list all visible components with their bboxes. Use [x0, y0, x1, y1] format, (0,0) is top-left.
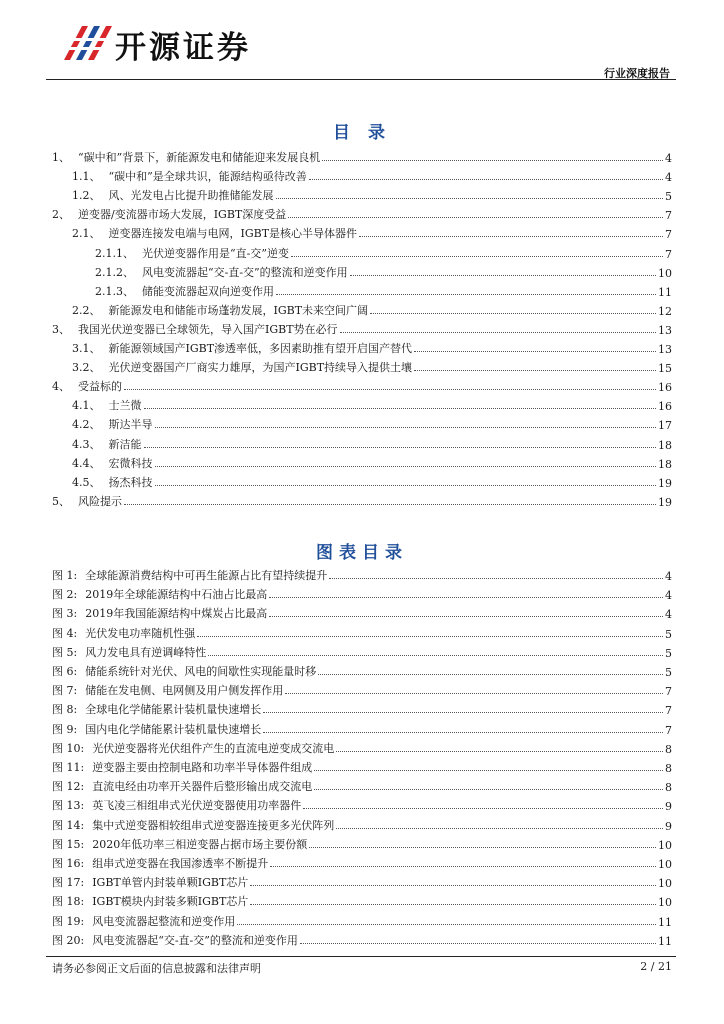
toc-entry[interactable] — [72, 300, 672, 318]
entry-page: 8 — [665, 781, 672, 795]
entry-page: 7 — [665, 723, 672, 737]
entry-number: 图 13: — [52, 799, 85, 813]
entry-page: 13 — [658, 343, 672, 356]
dot-leader — [237, 924, 656, 925]
entry-title: 光伏发电功率随机性强 — [85, 626, 196, 640]
entry-page: 18 — [658, 438, 672, 452]
entry-page: 19 — [658, 495, 672, 509]
toc-title: 目 录 — [333, 123, 391, 143]
figure-entry[interactable] — [52, 699, 672, 717]
toc-entry[interactable] — [95, 243, 672, 261]
entry-number: 2.1.1、 — [95, 246, 134, 260]
toc-entry[interactable] — [95, 262, 672, 280]
entry-page: 5 — [665, 646, 672, 660]
entry-number: 图 16: — [52, 857, 85, 870]
entry-number: 2.1.2、 — [95, 265, 134, 279]
entry-number: 图 5: — [52, 645, 78, 659]
entry-title: 风电变流器起“交-直-交”的整流和逆变作用 — [142, 265, 348, 279]
entry-number: 图 19: — [52, 914, 85, 928]
figures-title: 图表目录 — [316, 543, 408, 563]
entry-title: 风力发电具有逆调峰特性 — [85, 645, 207, 659]
entry-page: 5 — [665, 666, 672, 679]
dot-leader — [269, 616, 663, 617]
figure-entry[interactable] — [52, 891, 672, 909]
entry-number: 1.1、 — [72, 170, 101, 184]
dot-leader — [300, 943, 656, 944]
entry-title: 储能系统针对光伏、风电的间歇性实现能量时移 — [85, 665, 317, 678]
entry-number: 4.4、 — [72, 456, 101, 470]
toc-entry[interactable] — [52, 376, 672, 394]
dot-leader — [350, 275, 656, 276]
entry-page: 11 — [658, 934, 672, 948]
entry-number: 图 15: — [52, 837, 85, 851]
entry-title: 新能源领域国产IGBT渗透率低，多因素助推有望开启国产替代 — [108, 342, 413, 355]
entry-title: 新能源发电和储能市场蓬勃发展，IGBT未来空间广阔 — [108, 303, 369, 317]
dot-leader — [263, 712, 663, 713]
toc-entry[interactable] — [72, 472, 672, 490]
dot-leader — [370, 313, 656, 314]
entry-title: 光伏逆变器作用是“直-交”逆变 — [142, 246, 289, 260]
entry-page: 13 — [658, 323, 672, 337]
entry-number: 图 11: — [52, 761, 85, 774]
figure-entry[interactable] — [52, 815, 672, 833]
entry-title: 直流电经由功率开关器件后整形输出成交流电 — [92, 780, 313, 794]
figure-entry[interactable] — [52, 776, 672, 794]
entry-page: 11 — [658, 915, 672, 929]
entry-title: 风电变流器起整流和逆变作用 — [92, 914, 236, 928]
entry-number: 2、 — [52, 208, 70, 222]
entry-number: 2.2、 — [72, 303, 101, 317]
entry-number: 3、 — [52, 322, 70, 336]
entry-number: 4.5、 — [72, 475, 101, 489]
dot-leader — [340, 332, 656, 333]
entry-title: 逆变器连接发电端与电网，IGBT是核心半导体器件 — [108, 227, 358, 241]
entry-page: 4 — [665, 608, 672, 622]
entry-number: 图 9: — [52, 722, 78, 736]
entry-number: 图 2: — [52, 588, 78, 602]
dot-leader — [329, 578, 663, 579]
toc-entry[interactable] — [52, 491, 672, 509]
dot-leader — [263, 732, 663, 733]
entry-title: 士兰微 — [108, 399, 142, 413]
entry-title: IGBT单管内封装单颗IGBT芯片 — [92, 876, 249, 890]
entry-number: 4.1、 — [72, 399, 101, 413]
entry-title: 储能变流器起双向逆变作用 — [142, 284, 274, 298]
entry-title: 2020年低功率三相逆变器占据市场主要份额 — [92, 837, 308, 851]
dot-leader — [276, 294, 656, 295]
figure-entry[interactable] — [52, 930, 672, 948]
entry-page: 4 — [665, 570, 672, 583]
entry-title: 储能在发电侧、电网侧及用户侧发挥作用 — [85, 684, 284, 698]
dot-leader — [250, 885, 656, 886]
entry-page: 10 — [658, 896, 672, 910]
dot-leader — [291, 256, 663, 257]
entry-title: 光伏逆变器将光伏组件产生的直流电逆变成交流电 — [92, 741, 335, 755]
entry-page: 16 — [658, 400, 672, 414]
entry-title: 宏微科技 — [108, 456, 153, 470]
entry-title: 逆变器/变流器市场大发展，IGBT深度受益 — [78, 208, 287, 222]
entry-title: 斯达半导 — [108, 418, 153, 432]
figure-entry[interactable] — [52, 642, 672, 660]
toc-entry[interactable] — [52, 147, 672, 165]
dot-leader — [270, 866, 656, 867]
toc-entry[interactable] — [72, 395, 672, 413]
entry-title: 光伏逆变器国产厂商实力雄厚，为国产IGBT持续导入提供土壤 — [108, 361, 413, 375]
entry-title: 逆变器主要由控制电路和功率半导体器件组成 — [92, 761, 313, 774]
dot-leader — [303, 808, 663, 809]
entry-page: 7 — [665, 247, 672, 261]
entry-number: 4.2、 — [72, 418, 101, 432]
entry-title: 2019年全球能源结构中石油占比最高 — [85, 588, 268, 602]
entry-title: 扬杰科技 — [108, 475, 153, 489]
brand-name: 开源证券 — [115, 30, 251, 66]
entry-number: 图 6: — [52, 665, 78, 678]
page-header — [0, 0, 724, 90]
dot-leader — [155, 427, 657, 428]
entry-title: 风电变流器起“交-直-交”的整流和逆变作用 — [92, 933, 298, 947]
entry-number: 图 10: — [52, 741, 85, 755]
entry-title: 英飞凌三相组串式光伏逆变器使用功率器件 — [92, 799, 302, 813]
figure-entry[interactable] — [52, 680, 672, 698]
dot-leader — [155, 466, 657, 467]
entry-page: 7 — [665, 685, 672, 699]
dot-leader — [197, 636, 663, 637]
dot-leader — [208, 655, 663, 656]
dot-leader — [285, 693, 663, 694]
entry-page: 10 — [658, 877, 672, 891]
entry-number: 图 17: — [52, 876, 85, 890]
entry-page: 7 — [665, 228, 672, 242]
figure-entry[interactable] — [52, 911, 672, 929]
entry-number: 3.2、 — [72, 361, 101, 375]
dot-leader — [359, 236, 663, 237]
toc-entry[interactable] — [72, 166, 672, 184]
toc-entry[interactable] — [72, 414, 672, 432]
entry-title: IGBT模块内封装多颗IGBT芯片 — [92, 895, 249, 909]
toc-entry[interactable] — [72, 338, 672, 356]
toc-entry[interactable] — [52, 319, 672, 337]
entry-number: 图 3: — [52, 607, 78, 621]
dot-leader — [309, 179, 663, 180]
dot-leader — [269, 597, 663, 598]
dot-leader — [309, 847, 656, 848]
entry-number: 图 8: — [52, 703, 78, 717]
figure-entry[interactable] — [52, 603, 672, 621]
entry-page: 10 — [658, 858, 672, 871]
entry-number: 图 20: — [52, 933, 85, 947]
entry-page: 5 — [665, 627, 672, 641]
entry-page: 8 — [665, 762, 672, 775]
entry-number: 图 18: — [52, 895, 85, 909]
figure-entry[interactable] — [52, 661, 672, 679]
figure-entry[interactable] — [52, 738, 672, 756]
dot-leader — [155, 485, 657, 486]
entry-page: 4 — [665, 171, 672, 185]
figure-entry[interactable] — [52, 853, 672, 871]
entry-number: 4.3、 — [72, 437, 101, 451]
figure-entry[interactable] — [52, 872, 672, 890]
entry-title: 2019年我国能源结构中煤炭占比最高 — [85, 607, 268, 621]
entry-page: 15 — [658, 362, 672, 376]
toc-entry[interactable] — [72, 453, 672, 471]
entry-title: 全球电化学储能累计装机量快速增长 — [85, 703, 262, 717]
entry-number: 4、 — [52, 380, 70, 394]
entry-title: 风险提示 — [78, 494, 122, 508]
entry-title: “碳中和”背景下，新能源发电和储能迎来发展良机 — [78, 151, 321, 164]
entry-title: “碳中和”是全球共识，能源结构亟待改善 — [108, 170, 307, 184]
dot-leader — [336, 751, 663, 752]
entry-page: 16 — [658, 381, 672, 395]
entry-page: 12 — [658, 304, 672, 318]
entry-page: 9 — [665, 819, 672, 833]
dot-leader — [336, 828, 663, 829]
dot-leader — [314, 789, 663, 790]
entry-title: 受益标的 — [78, 380, 122, 394]
entry-number: 图 7: — [52, 684, 78, 698]
entry-page: 11 — [658, 285, 672, 299]
entry-title: 全球能源消费结构中可再生能源占比有望持续提升 — [85, 569, 328, 582]
entry-title: 国内电化学储能累计装机量快速增长 — [85, 722, 262, 736]
toc-entry[interactable] — [95, 281, 672, 299]
entry-page: 10 — [658, 838, 672, 852]
document-type-label: 行业深度报告 — [604, 67, 670, 80]
entry-number: 1.2、 — [72, 189, 101, 203]
entry-page: 17 — [658, 419, 672, 433]
entry-page: 4 — [665, 152, 672, 165]
entry-number: 2.1、 — [72, 227, 101, 241]
entry-number: 图 4: — [52, 626, 78, 640]
entry-page: 7 — [665, 704, 672, 718]
toc-entry[interactable] — [72, 434, 672, 452]
entry-page: 19 — [658, 476, 672, 490]
dot-leader — [318, 674, 663, 675]
entry-title: 风、光发电占比提升助推储能发展 — [108, 189, 274, 203]
entry-page: 8 — [665, 742, 672, 756]
figure-entry[interactable] — [52, 834, 672, 852]
toc-entry[interactable] — [52, 204, 672, 222]
header-divider — [46, 79, 676, 80]
dot-leader — [250, 904, 656, 905]
dot-leader — [322, 160, 663, 161]
figure-entry[interactable] — [52, 584, 672, 602]
entry-page: 10 — [658, 266, 672, 280]
entry-page: 18 — [658, 457, 672, 471]
entry-title: 新洁能 — [108, 437, 142, 451]
figure-entry[interactable] — [52, 795, 672, 813]
entry-number: 5、 — [52, 494, 70, 508]
entry-number: 图 14: — [52, 818, 85, 832]
figure-entry[interactable] — [52, 565, 672, 583]
toc-entry[interactable] — [72, 223, 672, 241]
entry-page: 7 — [665, 209, 672, 223]
dot-leader — [276, 198, 664, 199]
entry-title: 我国光伏逆变器已全球领先，导入国产IGBT势在必行 — [78, 322, 338, 336]
toc-entry[interactable] — [72, 185, 672, 203]
entry-page: 9 — [665, 800, 672, 814]
entry-number: 图 12: — [52, 780, 85, 794]
figure-entry[interactable] — [52, 719, 672, 737]
figure-entry[interactable] — [52, 623, 672, 641]
dot-leader — [124, 504, 656, 505]
entry-title: 组串式逆变器在我国渗透率不断提升 — [92, 857, 269, 870]
dot-leader — [144, 408, 657, 409]
dot-leader — [314, 770, 663, 771]
dot-leader — [288, 217, 663, 218]
dot-leader — [124, 389, 656, 390]
figure-entry[interactable] — [52, 757, 672, 775]
entry-number: 1、 — [52, 151, 70, 164]
dot-leader — [414, 370, 656, 371]
entry-number: 2.1.3、 — [95, 284, 134, 298]
entry-number: 3.1、 — [72, 342, 101, 355]
entry-number: 图 1: — [52, 569, 78, 582]
toc-entry[interactable] — [72, 357, 672, 375]
entry-title: 集中式逆变器相较组串式逆变器连接更多光伏阵列 — [92, 818, 335, 832]
page-indicator: 2 / 21 — [640, 960, 672, 973]
entry-page: 4 — [665, 589, 672, 603]
entry-page: 5 — [665, 190, 672, 204]
dot-leader — [414, 351, 656, 352]
dot-leader — [144, 447, 657, 448]
footer-disclaimer: 请务必参阅正文后面的信息披露和法律声明 — [52, 962, 261, 975]
footer-divider — [46, 956, 676, 957]
